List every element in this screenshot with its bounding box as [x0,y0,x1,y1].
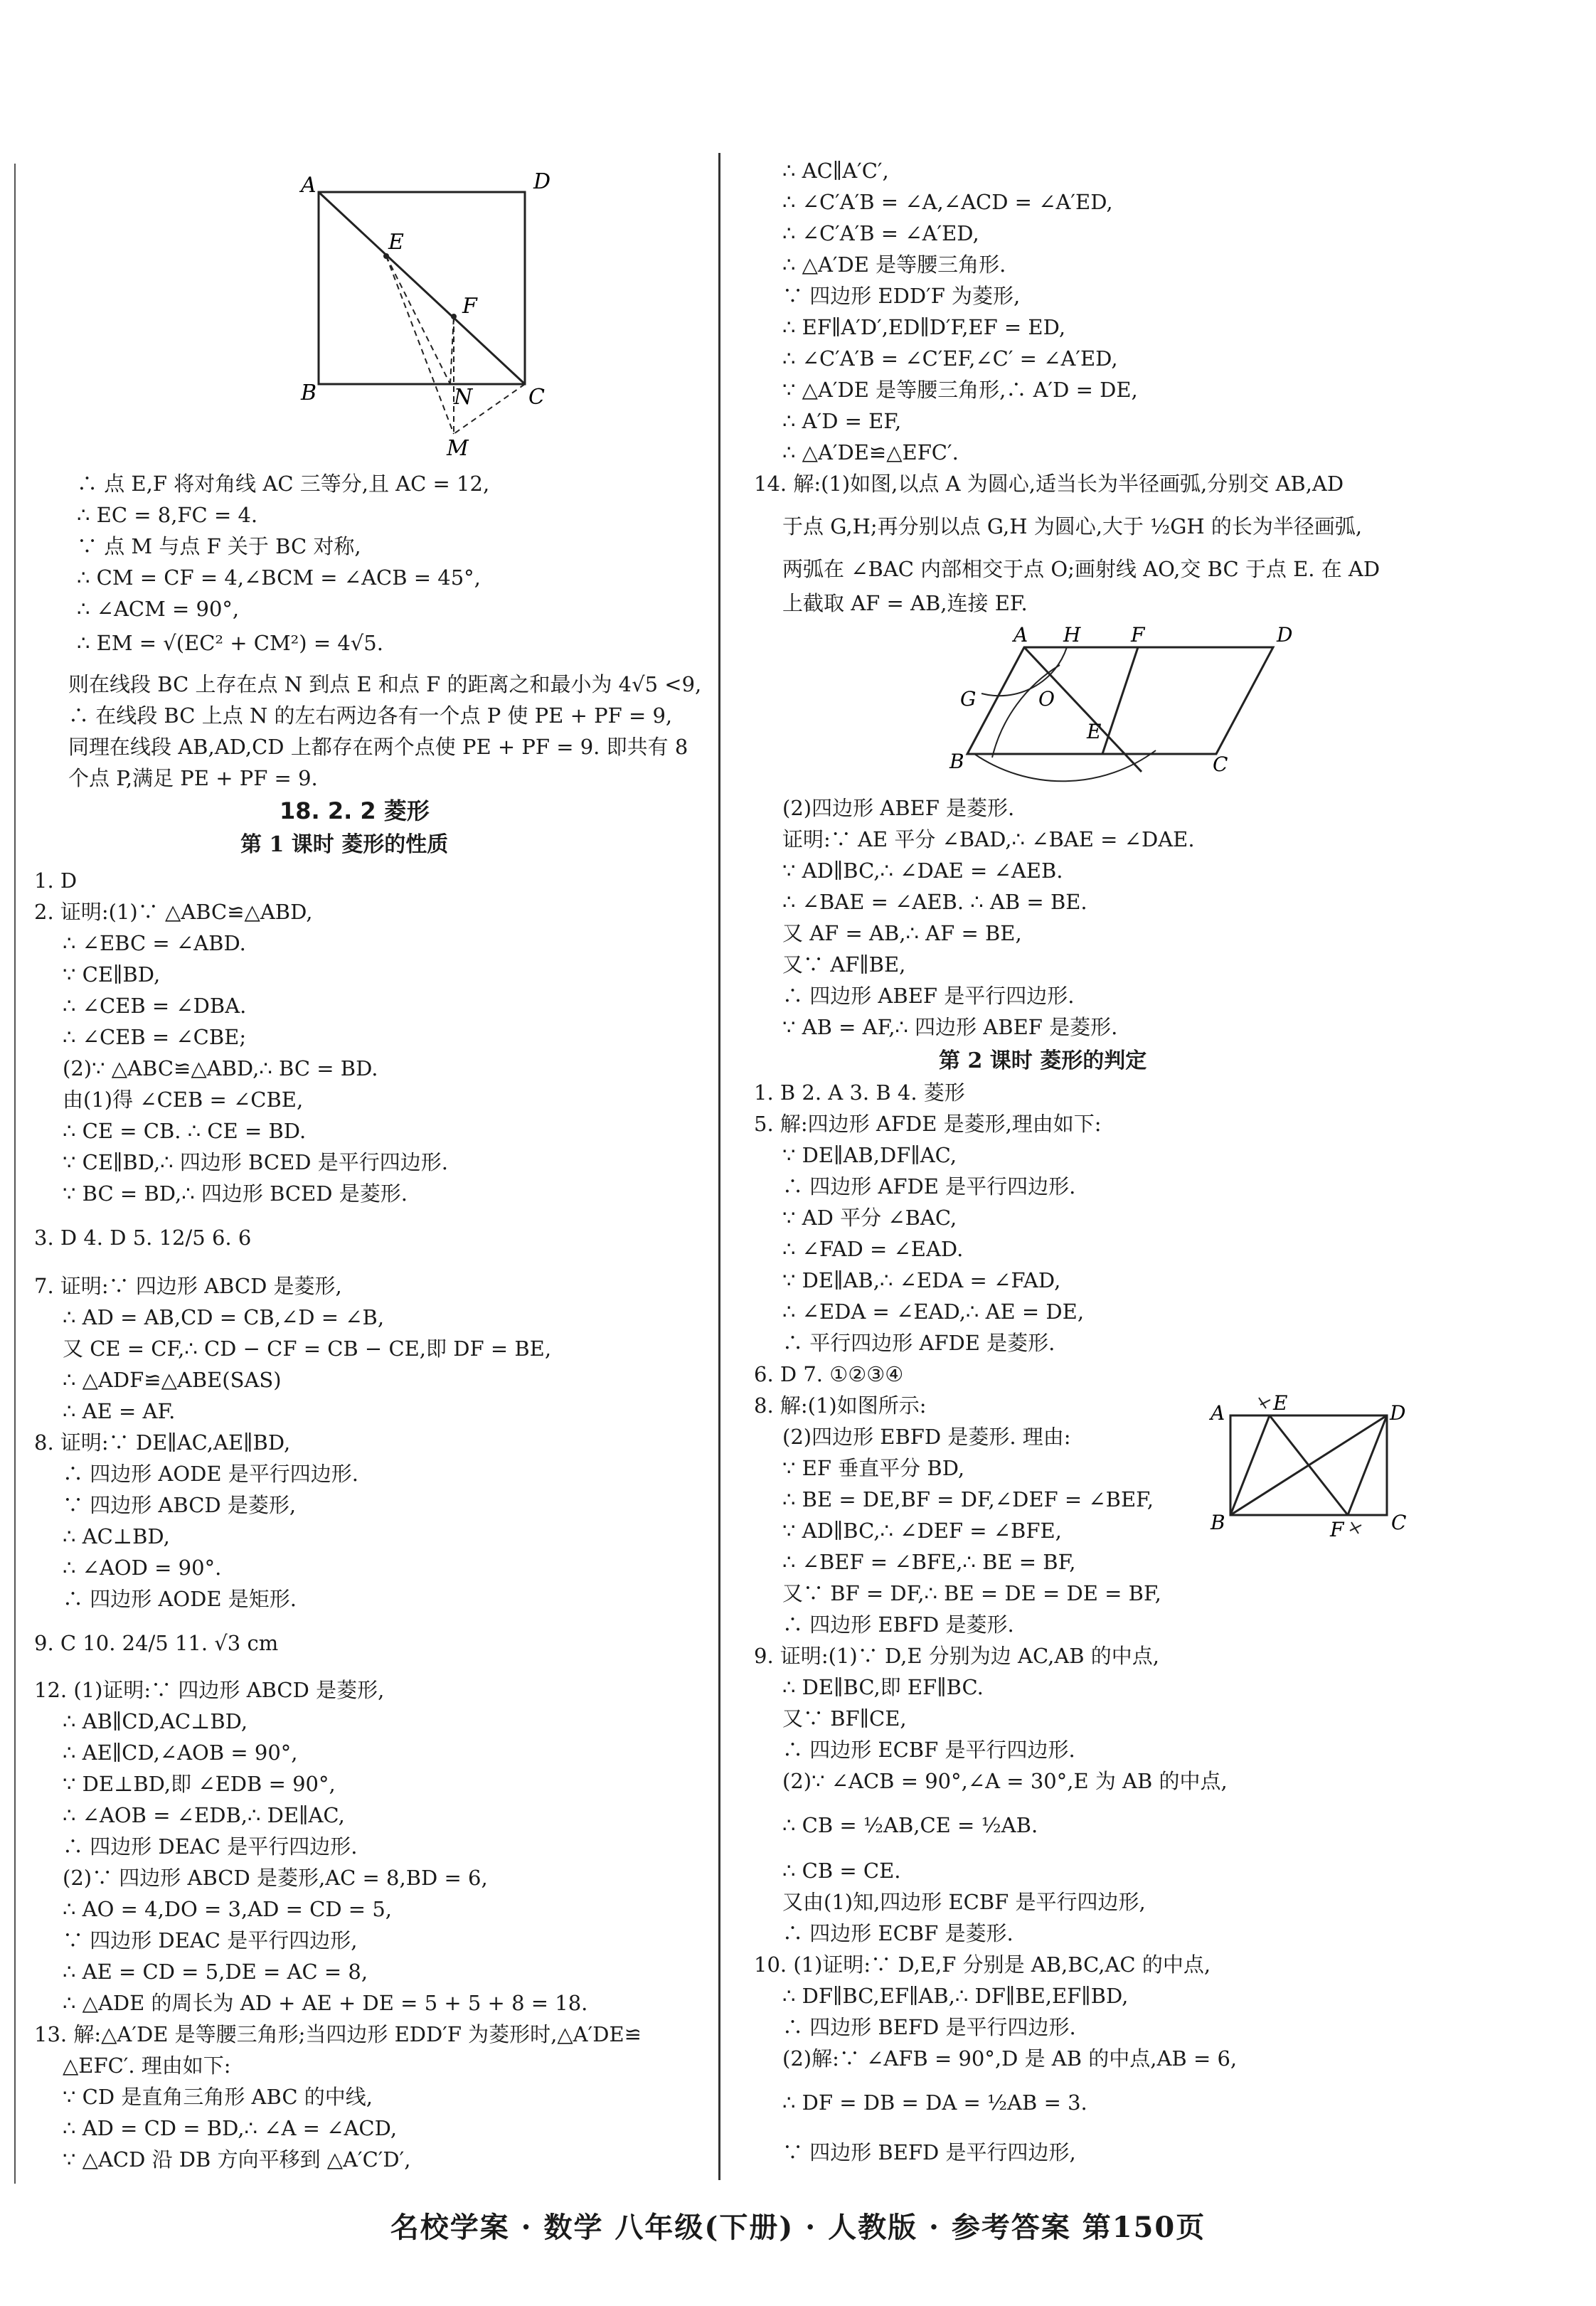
answer-line: ∴ DE∥BC,即 EF∥BC. [782,1675,984,1699]
answer-line: 13. 解:△A′DE 是等腰三角形;当四边形 EDD′F 为菱形时,△A′DE≌ [34,2022,642,2046]
text-line: ∴ EF∥A′D′,ED∥D′F,EF = ED, [782,315,1066,339]
answer-line: 8. 证明:∵ DE∥AC,AE∥BD, [34,1430,291,1455]
answer-line: ∴ 四边形 ECBF 是菱形. [782,1921,1014,1945]
fig1-label-b: B [301,381,317,405]
fig3-label-d: D [1390,1401,1406,1425]
answer-line: ∵ AD∥BC,∴ ∠DEF = ∠BFE, [782,1519,1062,1543]
answer-line: ∴ ∠EBC = ∠ABD. [63,931,246,955]
text-line: ∴ AC∥A′C′, [782,159,889,183]
answer-line: ∵ 四边形 DEAC 是平行四边形, [63,1928,358,1952]
answer-line: ∴ AB∥CD,AC⊥BD, [63,1709,248,1733]
text-line: ∴ ∠C′A′B = ∠A,∠ACD = ∠A′ED, [782,190,1113,214]
text-line: 上截取 AF = AB,连接 EF. [782,591,1028,615]
answer-line: ∴ ∠BEF = ∠BFE,∴ BE = BF, [782,1550,1076,1574]
answer-line: ∴ △ADE 的周长为 AD + AE + DE = 5 + 5 + 8 = 18. [63,1991,588,2015]
answer-line: ∴ DF = DB = DA = ½AB = 3. [782,2090,1087,2115]
text-line: ∵ △A′DE 是等腰三角形,∴ A′D = DE, [782,378,1138,402]
answer-line: ∴ 四边形 AODE 是矩形. [63,1587,297,1611]
answer-line: 又 CE = CF,∴ CD − CF = CB − CE,即 DF = BE, [63,1337,552,1361]
fig1-label-m: M [447,436,469,461]
fig2-label-e: E [1087,720,1102,743]
rectangle-figure [1202,1394,1415,1543]
answer-line: 由(1)得 ∠CEB = ∠CBE, [63,1088,304,1112]
fig3-label-e: E [1273,1394,1288,1415]
answer-line: 7. 证明:∵ 四边形 ABCD 是菱形, [34,1274,342,1298]
answer-line: ∴ ∠FAD = ∠EAD. [782,1237,964,1261]
fig3-label-b: B [1211,1511,1225,1534]
answer-line: 6. D 7. ①②③④ [754,1362,904,1386]
fig2-label-b: B [949,750,964,773]
square-figure [276,164,575,462]
text-line: ∴ △A′DE 是等腰三角形. [782,253,1006,277]
text-line: 于点 G,H;再分别以点 G,H 为圆心,大于 ½GH 的长为半径画弧, [782,514,1363,538]
lesson2-title: 第 2 课时 菱形的判定 [939,1048,1147,1073]
answer-line: ∴ AD = AB,CD = CB,∠D = ∠B, [63,1305,385,1329]
text-line: 证明:∵ AE 平分 ∠BAD,∴ ∠BAE = ∠DAE. [782,827,1195,851]
page-margin-line [14,164,16,2184]
answer-line: 又∵ BF∥CE, [782,1706,907,1731]
answer-line: ∴ AO = 4,DO = 3,AD = CD = 5, [63,1897,392,1921]
answer-line: 9. C 10. 24/5 11. √3 cm [34,1631,279,1655]
answer-line: △EFC′. 理由如下: [63,2053,231,2078]
answer-line: 10. (1)证明:∵ D,E,F 分别是 AB,BC,AC 的中点, [754,1952,1211,1977]
fig1-label-c: C [528,385,545,410]
answer-line: ∴ △ADF≌△ABE(SAS) [63,1368,282,1392]
text-line: ∴ 点 E,F 将对角线 AC 三等分,且 AC = 12, [77,472,490,496]
fig2-label-g: G [960,687,977,711]
text-line: 同理在线段 AB,AD,CD 上都存在两个点使 PE + PF = 9. 即共有 8 [68,735,688,759]
answer-line: ∴ 平行四边形 AFDE 是菱形. [782,1331,1055,1355]
answer-line: ∴ AE = CD = 5,DE = AC = 8, [63,1960,368,1984]
fig2-label-c: C [1213,753,1228,776]
text-line: ∴ ∠C′A′B = ∠A′ED, [782,221,979,245]
text-line: ∴ △A′DE≌△EFC′. [782,440,959,464]
text-line: ∵ AB = AF,∴ 四边形 ABEF 是菱形. [782,1015,1118,1039]
fig3-label-c: C [1391,1511,1407,1534]
answer-line: ∴ 四边形 EBFD 是菱形. [782,1612,1014,1637]
answer-line: 12. (1)证明:∵ 四边形 ABCD 是菱形, [34,1678,385,1702]
fig1-label-a: A [301,173,316,198]
answer-line: ∴ CB = ½AB,CE = ½AB. [782,1813,1038,1837]
text-line: 又 AF = AB,∴ AF = BE, [782,921,1022,945]
text-line: ∴ 四边形 ABEF 是平行四边形. [782,984,1075,1008]
answer-line: ∴ ∠AOD = 90°. [63,1556,222,1580]
answer-line: 8. 解:(1)如图所示: [754,1393,927,1418]
answer-line: ∴ AE∥CD,∠AOB = 90°, [63,1741,298,1765]
answer-line: ∵ DE⊥BD,即 ∠EDB = 90°, [63,1772,336,1796]
fig2-label-f: F [1131,626,1145,647]
text-line: 又∵ AF∥BE, [782,952,906,977]
answer-line: ∴ ∠CEB = ∠CBE; [63,1025,247,1049]
text-line: (2)四边形 ABEF 是菱形. [782,796,1015,820]
answer-line: 又由(1)知,四边形 ECBF 是平行四边形, [782,1890,1146,1914]
fig2-label-h: H [1063,626,1081,647]
answer-line: ∴ 四边形 AODE 是平行四边形. [63,1462,359,1486]
answer-line: ∵ BC = BD,∴ 四边形 BCED 是菱形. [63,1181,408,1206]
text-line: ∴ A′D = EF, [782,409,902,433]
answer-line: ∴ DF∥BC,EF∥AB,∴ DF∥BE,EF∥BD, [782,1984,1129,2008]
answer-line: (2)解:∵ ∠AFB = 90°,D 是 AB 的中点,AB = 6, [782,2046,1238,2071]
text-line: ∴ ∠BAE = ∠AEB. ∴ AB = BE. [782,890,1087,914]
text-line: 两弧在 ∠BAC 内部相交于点 O;画射线 AO,交 BC 于点 E. 在 AD [782,557,1380,581]
section-title: 18. 2. 2 菱形 [280,797,430,824]
text-line: 个点 P,满足 PE + PF = 9. [68,766,318,790]
answer-line: ∴ 四边形 ECBF 是平行四边形. [782,1738,1075,1762]
fig3-label-f: F [1330,1518,1344,1541]
text-line: ∴ EM = √(EC² + CM²) = 4√5. [77,631,383,655]
fig1-label-f: F [462,294,477,319]
answer-line: 1. B 2. A 3. B 4. 菱形 [754,1080,965,1105]
text-line: ∴ ∠ACM = 90°, [77,597,240,621]
answer-line: ∴ 四边形 DEAC 是平行四边形. [63,1834,358,1859]
answer-line: ∵ DE∥AB,∴ ∠EDA = ∠FAD, [782,1268,1061,1292]
answer-line: (2)∵ 四边形 ABCD 是菱形,AC = 8,BD = 6, [63,1866,488,1890]
lesson-title: 第 1 课时 菱形的性质 [240,832,449,857]
answer-line: ∵ CE∥BD,∴ 四边形 BCED 是平行四边形. [63,1150,448,1174]
answer-line: ∴ CB = CE. [782,1859,901,1883]
answer-line: ∴ BE = DE,BF = DF,∠DEF = ∠BEF, [782,1487,1154,1511]
answer-line: ∴ AC⊥BD, [63,1524,170,1548]
answer-line: ∵ EF 垂直平分 BD, [782,1456,965,1480]
answer-line: 2. 证明:(1)∵ △ABC≌△ABD, [34,900,313,924]
answer-line: ∴ CE = CB. ∴ CE = BD. [63,1119,307,1143]
answer-line: ∴ ∠EDA = ∠EAD,∴ AE = DE, [782,1300,1085,1324]
answer-line: ∴ AE = AF. [63,1399,176,1423]
text-line: ∵ 点 M 与点 F 关于 BC 对称, [77,534,361,558]
fig2-label-o: O [1038,687,1055,711]
page-footer: 名校学案 · 数学 八年级(下册) · 人教版 · 参考答案 第150页 [390,2211,1206,2244]
fig3-label-a: A [1211,1401,1225,1425]
fig1-label-n: N [454,385,473,410]
parallelogram-figure [925,626,1323,797]
answer-line: ∵ △ACD 沿 DB 方向平移到 △A′C′D′, [63,2147,411,2172]
answer-line: 又∵ BF = DF,∴ BE = DE = DE = BF, [782,1581,1161,1605]
text-line: ∵ AD∥BC,∴ ∠DAE = ∠AEB. [782,859,1063,883]
answer-line: ∵ 四边形 ABCD 是菱形, [63,1493,297,1517]
fig1-label-d: D [533,169,551,194]
answer-line: (2)∵ △ABC≌△ABD,∴ BC = BD. [63,1056,378,1080]
text-line: ∴ 在线段 BC 上点 N 的左右两边各有一个点 P 使 PE + PF = 9, [68,703,673,728]
answer-line: 3. D 4. D 5. 12/5 6. 6 [34,1226,252,1250]
answer-line: ∵ CE∥BD, [63,962,161,987]
column-divider [718,153,720,2180]
fig2-label-d: D [1277,626,1293,647]
answer-line: 9. 证明:(1)∵ D,E 分别为边 AC,AB 的中点, [754,1644,1160,1668]
answer-line: ∵ 四边形 BEFD 是平行四边形, [782,2140,1076,2164]
answer-line: ∵ AD 平分 ∠BAC, [782,1206,957,1230]
text-line: 则在线段 BC 上存在点 N 到点 E 和点 F 的距离之和最小为 4√5 <9, [68,672,702,696]
answer-line: ∴ AD = CD = BD,∴ ∠A = ∠ACD, [63,2116,398,2140]
answer-line: 1. D [34,868,78,893]
answer-line: ∴ ∠AOB = ∠EDB,∴ DE∥AC, [63,1803,345,1827]
text-line: ∴ CM = CF = 4,∠BCM = ∠ACB = 45°, [77,565,481,590]
text-line: 14. 解:(1)如图,以点 A 为圆心,适当长为半径画弧,分别交 AB,AD [754,472,1344,496]
answer-line: 5. 解:四边形 AFDE 是菱形,理由如下: [754,1112,1102,1136]
fig2-label-a: A [1014,626,1028,647]
fig1-label-e: E [388,230,404,255]
answer-line: (2)四边形 EBFD 是菱形. 理由: [782,1425,1071,1449]
text-line: ∵ 四边形 EDD′F 为菱形, [782,284,1021,308]
answer-line: ∵ DE∥AB,DF∥AC, [782,1143,957,1167]
answer-line: ∴ ∠CEB = ∠DBA. [63,994,247,1018]
answer-line: ∴ 四边形 AFDE 是平行四边形. [782,1174,1076,1199]
text-line: ∴ ∠C′A′B = ∠C′EF,∠C′ = ∠A′ED, [782,346,1118,371]
answer-line: ∴ 四边形 BEFD 是平行四边形. [782,2015,1076,2039]
answer-line: ∵ CD 是直角三角形 ABC 的中线, [63,2085,373,2109]
text-line: ∴ EC = 8,FC = 4. [77,503,258,527]
answer-line: (2)∵ ∠ACB = 90°,∠A = 30°,E 为 AB 的中点, [782,1769,1228,1793]
